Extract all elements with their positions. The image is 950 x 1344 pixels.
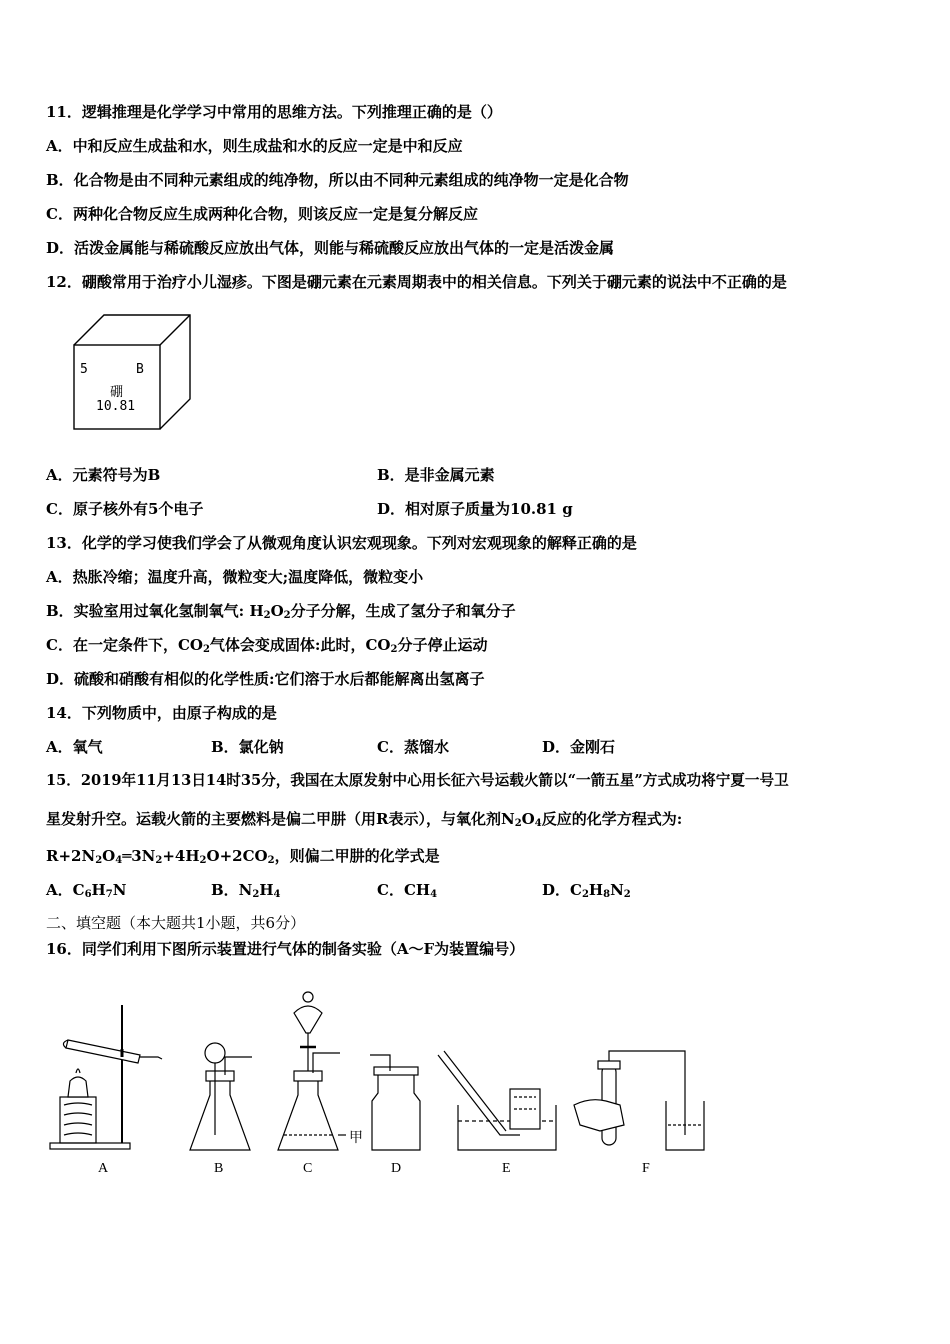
- q12-option-d: D．相对原子质量为10.81 g: [377, 500, 573, 518]
- q15-option-b: B．$N_2H_4$: [211, 881, 281, 900]
- q15-option-c: C．$CH_4$: [377, 881, 438, 900]
- q14-option-c: C．蒸馏水: [377, 738, 449, 756]
- q11-option-c: C．两种化合物反应生成两种化合物，则该反应一定是复分解反应: [46, 205, 478, 223]
- q11-option-d: D．活泼金属能与稀硫酸反应放出气体，则能与稀硫酸反应放出气体的一定是活泼金属: [46, 239, 615, 257]
- q15-option-d: D．$C_2H_8N_2$: [542, 881, 631, 900]
- q12-stem: 12．硼酸常用于治疗小儿湿疹。下图是硼元素在元素周期表中的相关信息。下列关于硼元素的说法中不正确的是: [46, 273, 787, 291]
- element-atomic-number: 5: [80, 362, 88, 377]
- q15-equation: $R+2N_2O_4═3N_2+4H_2O+2CO_2$，则偏二甲肼的化学式是: [46, 847, 440, 866]
- element-cell-figure: [70, 312, 195, 437]
- q12-option-c: C．原子核外有5个电子: [46, 500, 204, 518]
- apparatus-label-b: B: [214, 1161, 224, 1176]
- apparatus-label-f: F: [642, 1161, 650, 1176]
- apparatus-b-drawing: [190, 1043, 252, 1150]
- element-symbol: B: [136, 362, 144, 377]
- apparatus-f-drawing: [574, 1051, 704, 1150]
- q14-option-b: B．氯化钠: [211, 738, 284, 756]
- q16-stem: 16．同学们利用下图所示装置进行气体的制备实验（A～F为装置编号）: [46, 940, 525, 958]
- q11-option-a: A．中和反应生成盐和水，则生成盐和水的反应一定是中和反应: [46, 137, 463, 155]
- element-name: 硼: [110, 385, 124, 400]
- q15-line2: 星发射升空。运载火箭的主要燃料是偏二甲肼（用R表示），与氧化剂$N_2O_4$反应的化学方程式为:: [46, 810, 683, 829]
- q11-stem: 11．逻辑推理是化学学习中常用的思维方法。下列推理正确的是（）: [46, 103, 502, 121]
- q14-stem: 14．下列物质中，由原子构成的是: [46, 704, 277, 722]
- apparatus-label-e: E: [502, 1161, 511, 1176]
- q13-option-c: C．在一定条件下，$CO_2$气体会变成固体:此时，$CO_2$分子停止运动: [46, 636, 488, 655]
- q13-option-b: B．实验室用过氧化氢制氧气: $H_2O_2$分子分解，生成了氢分子和氧分子: [46, 602, 516, 621]
- q15-line1: 15．2019年11月13日14时35分，我国在太原发射中心用长征六号运载火箭以“一箭五星”方式成功将宁夏一号卫: [46, 772, 789, 789]
- apparatus-label-c: C: [303, 1161, 313, 1176]
- element-cube-outline: [70, 312, 195, 437]
- q12-option-a: A．元素符号为B: [46, 466, 161, 484]
- apparatus-label-a: A: [98, 1161, 109, 1176]
- apparatus-e-drawing: [438, 1051, 556, 1150]
- apparatus-label-d: D: [391, 1161, 402, 1176]
- apparatus-c-drawing: [278, 992, 346, 1150]
- element-mass: 10.81: [96, 399, 136, 414]
- q11-option-b: B．化合物是由不同种元素组成的纯净物，所以由不同种元素组成的纯净物一定是化合物: [46, 171, 629, 189]
- q15-option-a: A．$C_6H_7N$: [46, 881, 127, 900]
- q14-option-a: A．氧气: [46, 738, 103, 756]
- q13-option-d: D．硫酸和硝酸有相似的化学性质:它们溶于水后都能解离出氢离子: [46, 670, 485, 688]
- q13-stem: 13．化学的学习使我们学会了从微观角度认识宏观现象。下列对宏观现象的解释正确的是: [46, 534, 637, 552]
- q13-option-a: A．热胀冷缩；温度升高，微粒变大;温度降低，微粒变小: [46, 568, 424, 586]
- apparatus-figure: [40, 985, 720, 1185]
- apparatus-c-jia-label: 甲: [349, 1131, 363, 1146]
- q14-option-d: D．金刚石: [542, 738, 616, 756]
- apparatus-a-drawing: [50, 1005, 162, 1149]
- section-2-heading: 二、填空题（本大题共1小题，共6分）: [46, 914, 306, 932]
- apparatus-d-drawing: [370, 1055, 420, 1150]
- q12-option-b: B．是非金属元素: [377, 466, 495, 484]
